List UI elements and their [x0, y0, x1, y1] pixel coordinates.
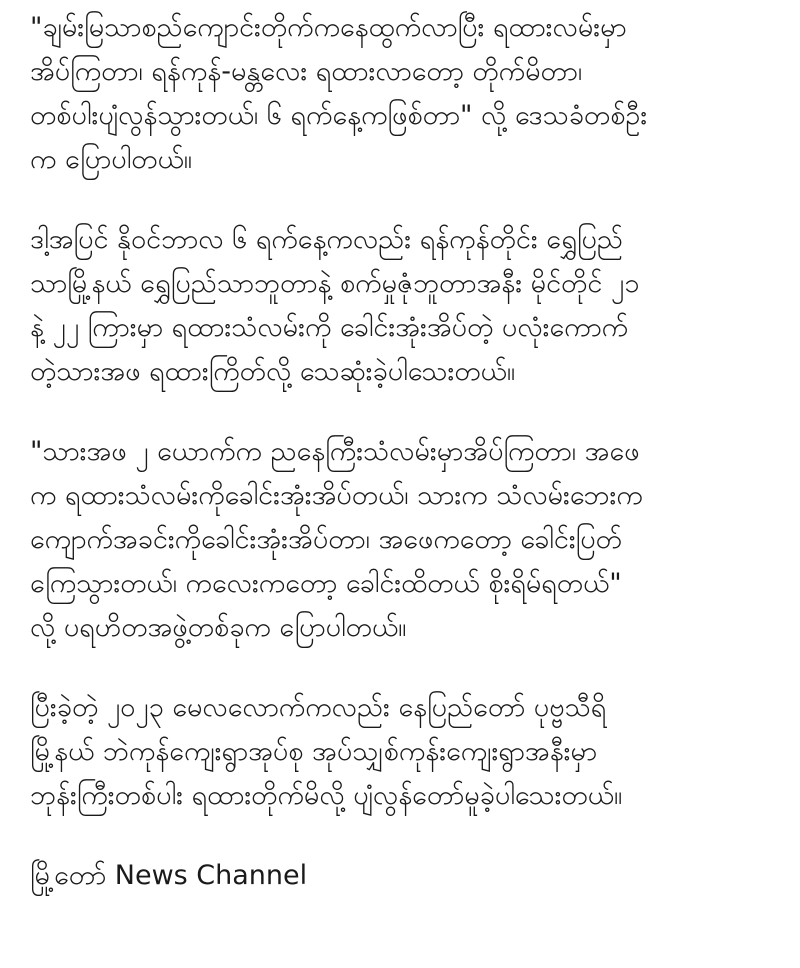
- text-line: က ရထားသံလမ်းကိုခေါင်းအုံးအိပ်တယ်၊ သားက သံလမ်းဘေးက: [30, 480, 643, 511]
- text-line: ကျောက်အခင်းကိုခေါင်းအုံးအိပ်တာ၊ အဖေကတော့ ခေါင်းပြတ်: [30, 524, 622, 555]
- text-line: က ပြောပါတယ်။: [30, 144, 192, 175]
- text-line: နဲ့ ၂၂ ကြားမှာ ရထားသံလမ်းကို ခေါင်းအုံးအိပ်တဲ့ ပလုံးကောက်: [30, 312, 629, 343]
- paragraph-3: [30, 430, 782, 650]
- text-line: အိပ်ကြတာ၊ ရန်ကုန်-မန္တလေး ရထားလာတော့ တိုက်မိတာ၊: [30, 56, 583, 87]
- text-line: မြို့နယ် ဘဲကုန်ကျေးရွာအုပ်စု အုပ်သျှစ်ကုန်းကျေးရွာအနီးမှာ: [30, 736, 598, 767]
- text-line: ကြေသွားတယ်၊ ကလေးကတော့ ခေါင်းထိတယ် စိုးရိမ်ရတယ်": [30, 568, 622, 599]
- text-line: ဘုန်းကြီးတစ်ပါး ရထားတိုက်မိလို့ ပျံလွန်တော်မူခဲ့ပါသေးတယ်။: [30, 780, 623, 811]
- text-line: ပြီးခဲ့တဲ့ ၂၀၂၃ မေလလောက်ကလည်း နေပြည်တော် ပုဗ္ဗသီရိ: [30, 692, 607, 723]
- text-line: တဲ့သားအဖ ရထားကြိတ်လို့ သေဆုံးခဲ့ပါသေးတယ်။: [30, 356, 515, 387]
- text-line: "ချမ်းမြသာစည်ကျောင်းတိုက်ကနေထွက်လာပြီး ရထားလမ်းမှာ: [30, 12, 627, 43]
- text-line: ဒါ့အပြင် နိုဝင်ဘာလ ၆ ရက်နေ့ကလည်း ရန်ကုန်တိုင်း ရွှေပြည်: [30, 224, 624, 255]
- text-line: "သားအဖ ၂ ယောက်က ညနေကြီးသံလမ်းမှာအိပ်ကြတာ၊ အဖေ: [30, 436, 640, 467]
- paragraph-4: [30, 686, 782, 818]
- paragraph-2: [30, 218, 782, 394]
- text-line: လို့ ပရဟိတအဖွဲ့တစ်ခုက ပြောပါတယ်။: [30, 612, 407, 643]
- article-body: [30, 6, 782, 898]
- source-credit: မြို့တော် News Channel: [30, 860, 308, 891]
- text-line: သာမြို့နယ် ရွှေပြည်သာဘူတာနဲ့ စက်မှုဇုံဘူတာအနီး မိုင်တိုင် ၂၁: [30, 268, 640, 299]
- text-line: တစ်ပါးပျံလွန်သွားတယ်၊ ၆ ရက်နေ့ကဖြစ်တာ" လို့ ဒေသခံတစ်ဦး: [30, 100, 648, 131]
- paragraph-1: [30, 6, 782, 182]
